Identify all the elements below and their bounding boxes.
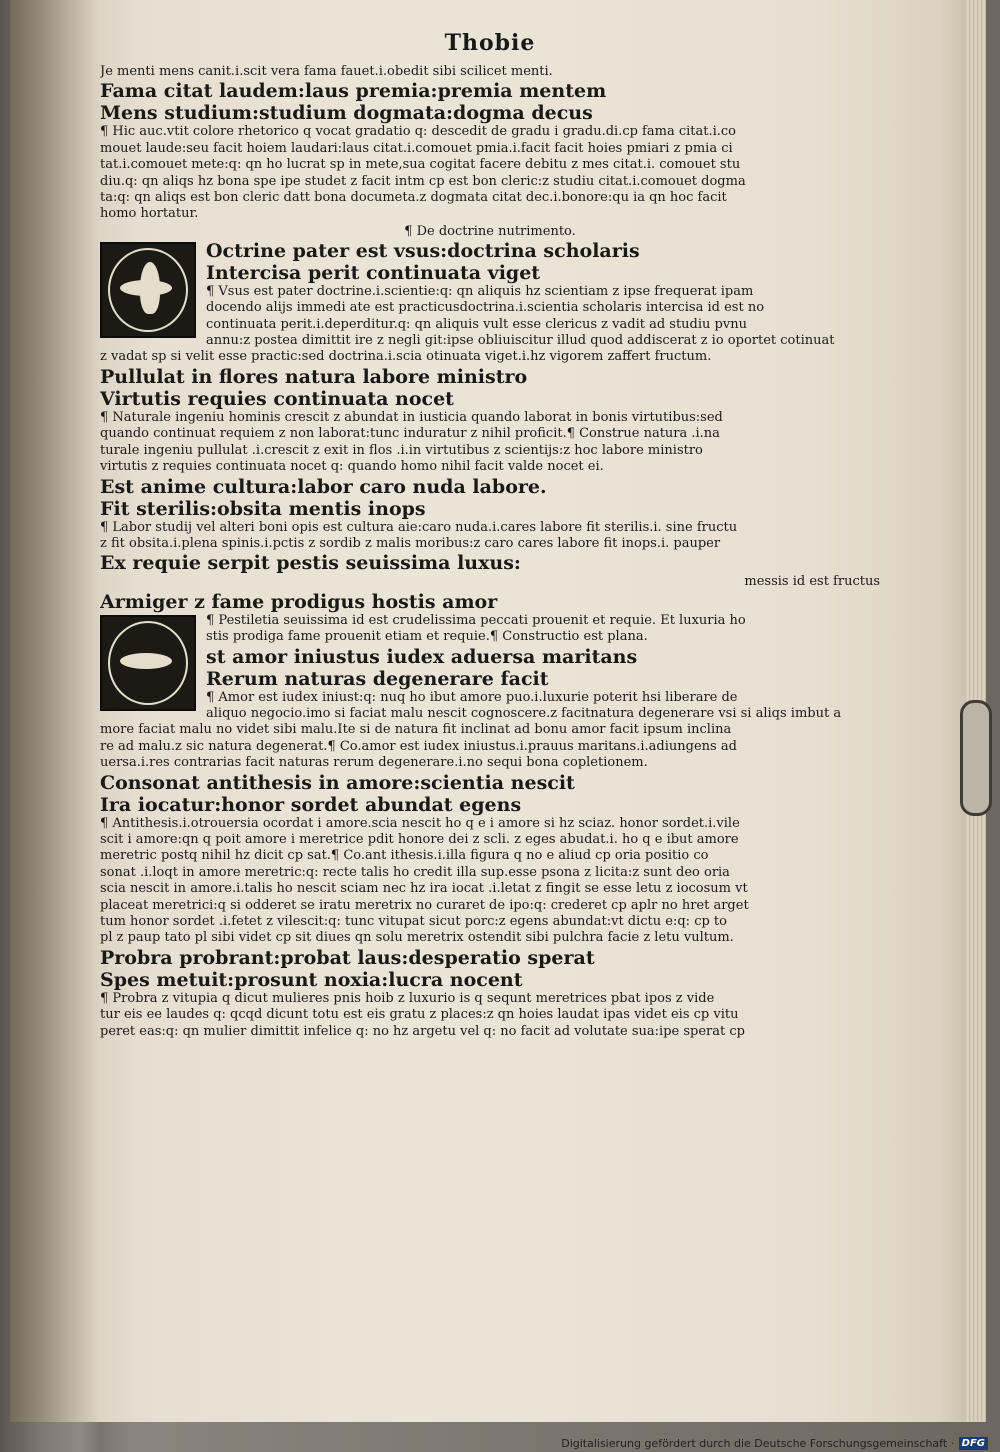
commentary-line: ¶ Probra z vitupia q dicut mulieres pnis hoib z luxurio is q sequnt meretrices pbat ipos z vide bbox=[100, 990, 715, 1006]
commentary-line: continuata perit.i.deperditur.q: qn aliquis vult esse clericus z vadit ad studiu pvnu bbox=[206, 316, 747, 332]
verse-line: Ira iocatur:honor sordet abundat egens bbox=[100, 793, 522, 816]
commentary-line: ¶ Labor studij vel alteri boni opis est cultura aie:caro nuda.i.cares labore fit sterilis.i. sine fructu bbox=[100, 519, 738, 535]
commentary-line: meretric postq nihil hz dicit cp sat.¶ Co.ant ithesis.i.illa figura q no e aliud cp oria positio co bbox=[100, 848, 709, 864]
verse-line: Armiger z fame prodigus hostis amor bbox=[100, 590, 498, 613]
verse-line: Probra probrant:probat laus:desperatio sperat bbox=[100, 946, 595, 969]
verse-line: Fit sterilis:obsita mentis inops bbox=[100, 497, 426, 520]
commentary-line: scia nescit in amore.i.talis ho nescit sciam nec hz ira iocat .i.letat z fingit se esse letu z iocosum vt bbox=[100, 881, 748, 897]
verse-line: Mens studium:studium dogmata:dogma decus bbox=[100, 102, 593, 125]
commentary-line: ta:q: qn aliqs est bon cleric datt bona documeta.z dogmata citat dec.i.bonore:qu ia qn hoc facit bbox=[100, 190, 727, 206]
separator-dot: · bbox=[951, 1437, 955, 1450]
commentary-line: messis id est fructus bbox=[744, 574, 880, 590]
initial-ornament-cross bbox=[120, 653, 172, 669]
commentary-line: Je menti mens canit.i.scit vera fama fauet.i.obedit sibi scilicet menti. bbox=[100, 64, 553, 79]
commentary-line: uersa.i.res contrarias facit naturas rerum degenerare.i.no sequi bona copletionem. bbox=[100, 755, 648, 771]
commentary-line: mouet laude:seu facit hoiem laudari:laus citat.i.comouet pmia.i.facit facit hoies pmiari z pmia ci bbox=[100, 140, 733, 156]
commentary-line: ¶ Naturale ingeniu hominis crescit z abundat in iusticia quando laborat in bonis virtutibus:sed bbox=[100, 409, 723, 425]
block1-lines bbox=[100, 240, 880, 333]
verse-line: Intercisa perit continuata viget bbox=[206, 261, 541, 284]
verse-line: st amor iniustus iudex aduersa maritans bbox=[206, 645, 638, 668]
digitization-footer bbox=[561, 1437, 988, 1450]
running-header: Thobie bbox=[444, 30, 536, 56]
verse-line: Pullulat in flores natura labore ministro bbox=[100, 365, 528, 388]
decorated-initial-d bbox=[100, 242, 196, 338]
commentary-line: re ad malu.z sic natura degenerat.¶ Co.amor est iudex iniustus.i.prauus maritans.i.adiungens ad bbox=[100, 738, 737, 754]
verse-line: Ex requie serpit pestis seuissima luxus: bbox=[100, 552, 521, 575]
verse-line: Spes metuit:prosunt noxia:lucra nocent bbox=[100, 968, 523, 991]
commentary-line: ¶ Hic auc.vtit colore rhetorico q vocat gradatio q: descedit de gradu i gradu.di.cp fama citat.i.co bbox=[100, 124, 736, 140]
commentary-line: tum honor sordet .i.fetet z vilescit:q: tunc vitupat sicut porc:z egens abundat:vt dictu e:q: cp to bbox=[100, 914, 727, 929]
page-text bbox=[100, 30, 880, 1040]
commentary-line: z fit obsita.i.plena spinis.i.pctis z sordib z malis moribus:z caro cares labore fit inops.i. pauper bbox=[100, 535, 721, 551]
commentary-line: stis prodiga fame prouenit etiam et requie.¶ Constructio est plana. bbox=[206, 629, 648, 645]
commentary-line: homo hortatur. bbox=[100, 206, 199, 222]
commentary-line: ¶ Vsus est pater doctrine.i.scientie:q: qn aliquis hz scientiam z ipse frequerat ipam bbox=[206, 283, 754, 299]
footer-text: Digitalisierung gefördert durch die Deutsche Forschungsgemeinschaft bbox=[561, 1437, 948, 1450]
initial-block-1 bbox=[100, 240, 880, 333]
commentary-line: pl z paup tato pl sibi videt cp sit diues qn solu meretrix ostendit sibi pulchra facie z letu vultum. bbox=[100, 930, 734, 946]
commentary-line: ¶ Antithesis.i.otrouersia ocordat i amore.scia nescit ho q e i amore si hz sciaz. honor sordet.i.vile bbox=[100, 815, 740, 831]
commentary-line: sonat .i.loqt in amore meretric:q: recte talis ho credit illa sup.esse psona z licita:z sunt deo oria bbox=[100, 864, 730, 880]
decorated-initial-e bbox=[100, 615, 196, 711]
section-heading: ¶ De doctrine nutrimento. bbox=[404, 223, 576, 239]
page-clip bbox=[960, 700, 992, 816]
commentary-line: scit i amore:qn q poit amore i meretrice pdit honore dei z scli. z eges abudat.i. ho q e ibut amore bbox=[100, 831, 739, 847]
middle-text-lines bbox=[100, 333, 880, 613]
block2-lines bbox=[100, 613, 880, 706]
verse-line: Rerum naturas degenerare facit bbox=[206, 667, 549, 690]
gutter-shadow bbox=[10, 0, 100, 1422]
commentary-line: turale ingeniu pullulat .i.crescit z exit in flos .i.in virtutibus z scientijs:z hoc labore ministro bbox=[100, 442, 703, 458]
dfg-logo: DFG bbox=[959, 1437, 988, 1450]
initial-block-2 bbox=[100, 613, 880, 706]
commentary-line: tat.i.comouet mete:q: qn ho lucrat sp in mete,sua cogitat facere debitu z mes citat.i. comouet stu bbox=[100, 157, 741, 173]
commentary-line: ¶ Amor est iudex iniust:q: nuq ho ibut amore puo.i.luxurie poterit hsi liberare de bbox=[206, 689, 738, 705]
commentary-line: quando continuat requiem z non laborat:tunc induratur z nihil proficit.¶ Construe natura .i.na bbox=[100, 426, 720, 442]
commentary-line: z vadat sp si velit esse practic:sed doctrina.i.scia otinuata viget.i.hz vigorem zaffert fructum. bbox=[100, 349, 712, 365]
verse-line: Est anime cultura:labor caro nuda labore. bbox=[100, 475, 547, 498]
commentary-line: ¶ Pestiletia seuissima id est crudelissima peccati prouenit et requie. Et luxuria ho bbox=[206, 612, 746, 628]
commentary-line: more faciat malu no videt sibi malu.Ite si de natura fit inclinat ad bonu amor facit ipsum inclina bbox=[100, 722, 732, 738]
top-text-lines bbox=[100, 64, 880, 223]
bottom-text-lines bbox=[100, 706, 880, 1040]
commentary-line: aliquo negocio.imo si faciat malu nescit cognoscere.z facitnatura degenerare vsi si aliqs imbut a bbox=[206, 705, 842, 721]
commentary-line: diu.q: qn aliqs hz bona spe ipe studet z facit intm cp est bon cleric:z studiu citat.i.comouet dogma bbox=[100, 173, 746, 189]
commentary-line: tur eis ee laudes q: qcqd dicunt totu est eis gratu z places:z qn hoies laudat ipas videt eis cp vitu bbox=[100, 1007, 739, 1023]
commentary-line: peret eas:q: qn mulier dimittit infelice q: no hz argetu vel q: no facit ad volutate sua:ipe sperat cp bbox=[100, 1023, 745, 1039]
commentary-line: docendo alijs immedi ate est practicusdoctrina.i.scientia scholaris intercisa id est no bbox=[206, 300, 765, 316]
verse-line: Octrine pater est vsus:doctrina scholaris bbox=[206, 239, 640, 262]
initial-ornament-cross bbox=[120, 280, 172, 296]
verse-line: Fama citat laudem:laus premia:premia mentem bbox=[100, 80, 607, 103]
commentary-line: placeat meretrici:q si odderet se iratu meretrix no curaret de ipo:q: crederet cp aplr no hret arget bbox=[100, 897, 749, 913]
commentary-line: virtutis z requies continuata nocet q: quando homo nihil facit valde nocet ei. bbox=[100, 459, 604, 475]
verse-line: Virtutis requies continuata nocet bbox=[100, 387, 454, 410]
verse-line: Consonat antithesis in amore:scientia nescit bbox=[100, 771, 575, 794]
commentary-line: annu:z postea dimittit ire z negli git:ipse obliuiscitur illud quod addiscerat z io oportet cotinuat bbox=[206, 333, 835, 349]
